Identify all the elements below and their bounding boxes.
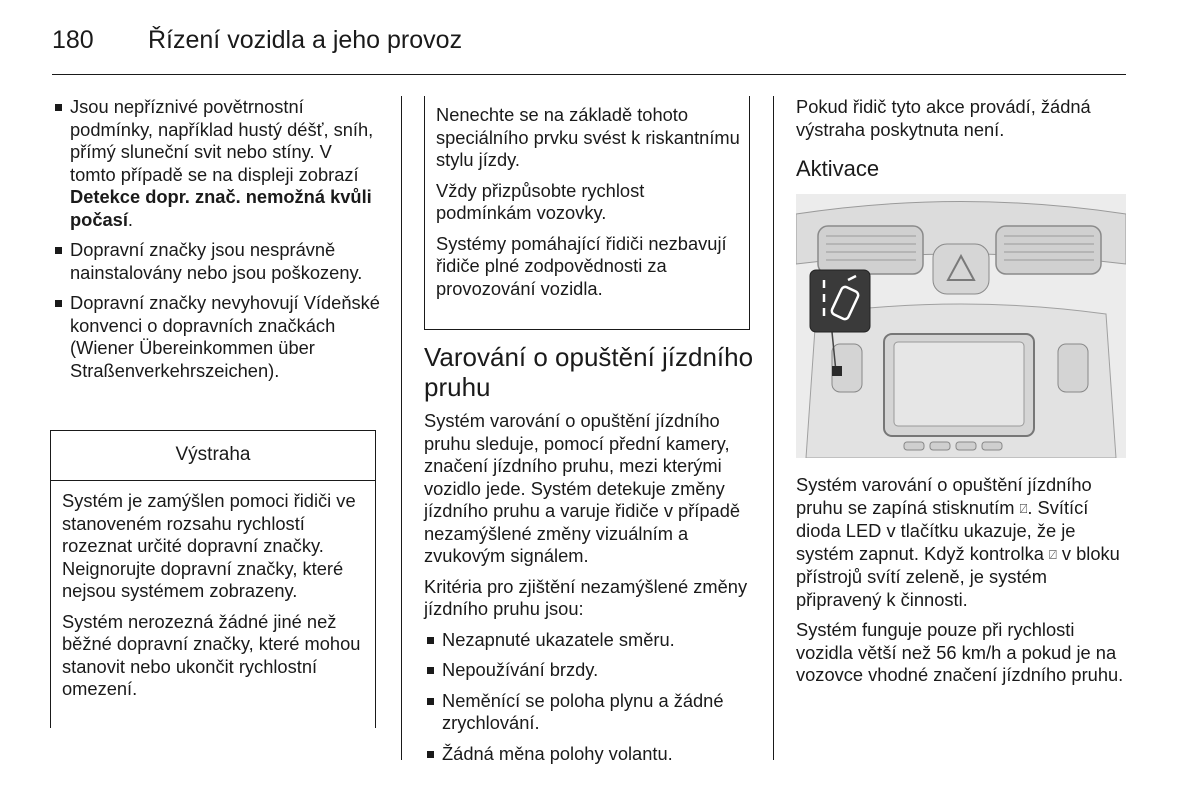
subheading: Aktivace bbox=[796, 156, 880, 181]
bullet-square-icon bbox=[55, 247, 62, 254]
warning-paragraph: Systém nerozezná žádné jiné než běžné dopravní značky, které mohou stanovit nebo ukončit rychlostní omezení. bbox=[62, 610, 361, 699]
note-paragraph: Nenechte se na základě tohoto speciálního prvku svést k riskantnímu stylu jízdy. bbox=[436, 104, 740, 170]
list-item-text: Dopravní značky nevyhovují Vídeňské konvenci o dopravních značkách (Wiener Übereinkommen über Straßenverkehrszeichen). bbox=[70, 292, 380, 381]
list-item bbox=[424, 743, 754, 766]
body-paragraph: Kritéria pro zjištění nezamýšlené změny jízdního pruhu jsou: bbox=[424, 575, 748, 619]
display-message-text: Detekce dopr. znač. nemožná kvůli počasí bbox=[70, 186, 372, 230]
bullet-square-icon bbox=[55, 300, 62, 307]
list-item bbox=[52, 292, 382, 382]
list-item-text: Nepoužívání brzdy. bbox=[442, 659, 599, 680]
note-paragraph: Vždy přizpůsobte rychlost podmínkám vozovky. bbox=[436, 179, 645, 223]
page-title: Řízení vozidla a jeho provoz bbox=[148, 26, 463, 54]
note-body bbox=[436, 104, 741, 308]
section-body bbox=[424, 410, 754, 773]
lane-departure-icon: ⍁ bbox=[1019, 500, 1028, 516]
page-number: 180 bbox=[52, 26, 94, 54]
note-box bbox=[424, 96, 750, 330]
note-paragraph: Systémy pomáhající řidiči nezbavují řidiče plné zodpovědnosti za provozování vozidla. bbox=[436, 232, 727, 299]
list-item-text: Dopravní značky jsou nesprávně nainstalovány nebo jsou poškozeny. bbox=[70, 239, 363, 283]
bullet-square-icon bbox=[427, 637, 434, 644]
list-item-tail: . bbox=[127, 208, 134, 230]
list-item-text: Nezapnuté ukazatele směru. bbox=[442, 628, 675, 650]
intro-paragraph: Pokud řidič tyto akce provádí, žádná výstraha poskytnuta není. bbox=[796, 96, 1091, 140]
column-1 bbox=[52, 96, 382, 390]
list-item-text: Žádná měna polohy volantu. bbox=[442, 742, 673, 764]
list-item-text: Jsou nepříznivé povětrnostní podmínky, například hustý déšť, sníh, přímý sluneční svit nebo stíny. V tomto případě se na displeji zobrazí bbox=[70, 96, 374, 185]
bullet-square-icon bbox=[427, 667, 434, 674]
body-paragraph: Systém varování o opuštění jízdního pruhu se zapíná stisknutím ⍁. Svítící dioda LED v tlačítku ukazuje, že je systém zapnut. Když kontrolka ⍁ v bloku přístrojů svítí zeleně, je systém připravený k činnosti. bbox=[796, 474, 1120, 610]
warning-box bbox=[50, 430, 376, 728]
header-rule bbox=[52, 74, 1126, 75]
list-item bbox=[52, 96, 382, 231]
bullet-square-icon bbox=[55, 104, 62, 111]
warning-body bbox=[62, 490, 367, 709]
list-item-text: Neměnící se poloha plynu a žádné zrychlování. bbox=[442, 689, 724, 733]
warning-paragraph: Systém je zamýšlen pomoci řidiči ve stanoveném rozsahu rychlostí rozeznat určité dopravní značky. Neignorujte dopravní značky, které nejsou systémem zobrazeny. bbox=[62, 490, 356, 601]
body-paragraph: Systém funguje pouze při rychlosti vozidla větší než 56 km/h a pokud je na vozovce vhodné značení jízdního pruhu. bbox=[796, 619, 1124, 685]
list-item bbox=[424, 659, 754, 682]
dashboard-drawing bbox=[796, 194, 1126, 458]
bullet-square-icon bbox=[427, 698, 434, 705]
body-paragraph: Systém varování o opuštění jízdního pruhu sleduje, pomocí přední kamery, značení jízdního pruhu, mezi kterými vozidlo jede. Systém detekuje změny jízdního pruhu a varuje řidiče v případě nezamýšlené změny vizuálním a zvukovým signálem. bbox=[424, 410, 741, 566]
column-divider-2 bbox=[773, 96, 774, 760]
activation-text bbox=[796, 474, 1126, 695]
list-item bbox=[424, 690, 754, 735]
column-divider-1 bbox=[401, 96, 402, 760]
dashboard-illustration bbox=[796, 194, 1126, 458]
section-title: Varování o opuštění jízdního pruhu bbox=[424, 342, 754, 402]
list-item bbox=[424, 629, 754, 652]
list-item bbox=[52, 239, 382, 284]
warning-title: Výstraha bbox=[175, 444, 251, 465]
bullet-square-icon bbox=[427, 751, 434, 758]
lane-departure-icon: ⍁ bbox=[1049, 546, 1057, 562]
